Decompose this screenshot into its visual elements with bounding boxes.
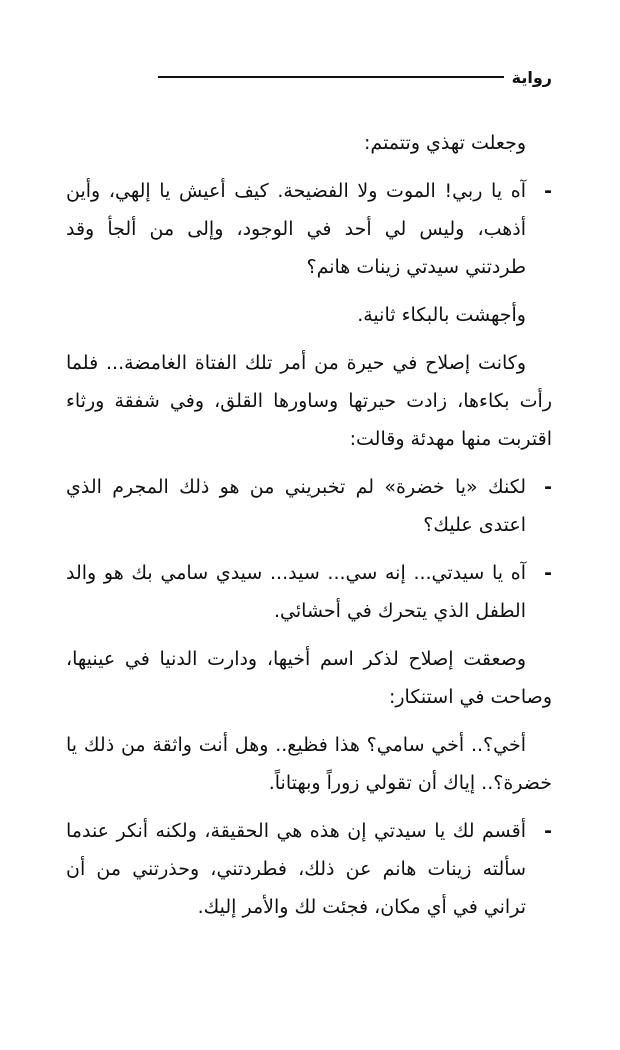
running-head: رواية	[511, 67, 552, 87]
paragraph-dialogue	[66, 812, 552, 926]
paragraph-narration: وأجهشت بالبكاء ثانية.	[357, 304, 526, 326]
dialogue-dash: -	[544, 476, 552, 498]
body-text	[66, 124, 552, 936]
dialogue-text: آه يا سيدتي... إنه سي... سيد... سيدي سامي بك هو والد الطفل الذي يتحرك في أحشائي.	[66, 562, 526, 622]
paragraph-narration: أخي؟.. أخي سامي؟ هذا فظيع.. وهل أنت واثقة من ذلك يا خضرة؟.. إياك أن تقولي زوراً وبهتاناً.	[66, 734, 552, 794]
paragraph-dialogue	[66, 468, 552, 544]
paragraph-dialogue	[66, 554, 552, 630]
book-page	[66, 0, 552, 1050]
dialogue-text: آه يا ربي! الموت ولا الفضيحة. كيف أعيش يا إلهي، وأين أذهب، وليس لي أحد في الوجود، وإلى من ألجأ وقد طردتني سيدتي زينات هانم؟	[66, 180, 526, 278]
dialogue-dash: -	[544, 820, 552, 842]
dialogue-text: أقسم لك يا سيدتي إن هذه هي الحقيقة، ولكنه أنكر عندما سألته زينات هانم عن ذلك، فطردتني، وحذرتني من أن تراني في أي مكان، فجئت لك والأمر إليك.	[66, 820, 526, 918]
header-rule	[158, 76, 504, 78]
dialogue-dash: -	[544, 180, 552, 202]
page-header	[158, 62, 552, 92]
dialogue-dash: -	[544, 562, 552, 584]
paragraph-narration: وصعقت إصلاح لذكر اسم أخيها، ودارت الدنيا في عينيها، وصاحت في استنكار:	[66, 648, 552, 708]
dialogue-text: لكنك «يا خضرة» لم تخبريني من هو ذلك المجرم الذي اعتدى عليك؟	[66, 476, 526, 536]
paragraph-narration: وكانت إصلاح في حيرة من أمر تلك الفتاة الغامضة... فلما رأت بكاءها، زادت حيرتها وساورها القلق، وفي شفقة ورثاء اقتربت منها مهدئة وقالت:	[66, 352, 552, 450]
paragraph-narration: وجعلت تهذي وتتمتم:	[364, 132, 526, 154]
paragraph-dialogue	[66, 172, 552, 286]
